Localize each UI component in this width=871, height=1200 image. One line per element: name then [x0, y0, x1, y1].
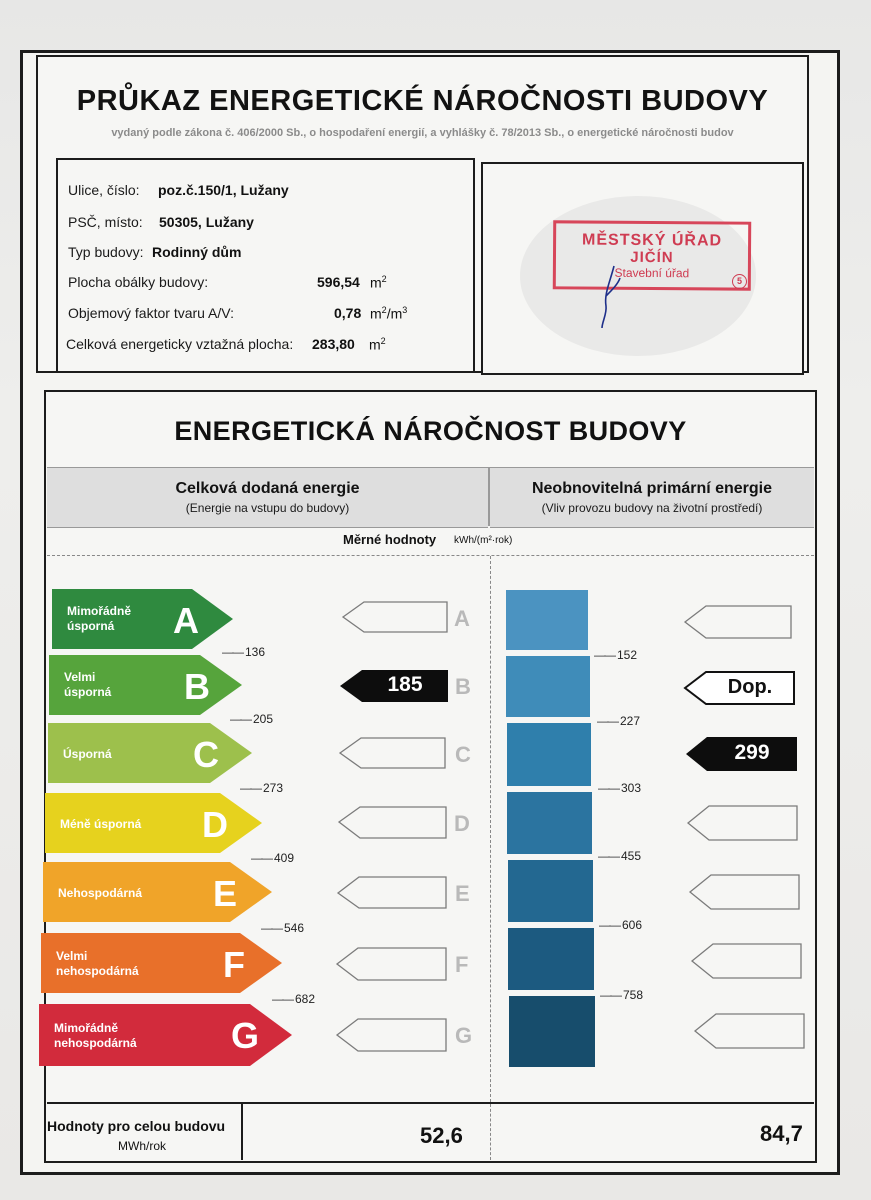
blue-bar-a [506, 590, 588, 650]
left-empty-arrow-f [337, 948, 446, 980]
left-class-letter-f: F [455, 952, 469, 977]
street-label: Ulice, číslo: [68, 182, 140, 198]
footer-divider-2 [490, 1104, 491, 1160]
stamp-line-3: Stavební úřad [614, 265, 690, 281]
band-b-letter: B [184, 666, 210, 707]
left-threshold-fg: —— 682 [272, 992, 315, 1006]
stamp-number: 5 [732, 274, 747, 289]
left-empty-arrow-e [338, 877, 446, 908]
left-threshold-de: —— 409 [251, 851, 294, 865]
zip-label: PSČ, místo: [68, 214, 143, 230]
footer-divider-1 [241, 1104, 243, 1160]
band-d-label: Méně úsporná [60, 817, 142, 831]
left-column-title: Celková dodaná energie [175, 480, 360, 497]
right-column-subtitle: (Vliv provozu budovy na životní prostředí) [541, 501, 763, 515]
band-f-label: Velmi nehospodárná [56, 949, 139, 978]
stamp-line-2: JIČÍN [630, 248, 674, 267]
band-f-letter: F [223, 944, 245, 985]
band-c-label: Úsporná [63, 747, 112, 761]
left-empty-arrow-a [343, 602, 447, 632]
street-value: poz.č.150/1, Lužany [158, 182, 289, 198]
right-threshold-ef: —— 606 [599, 918, 642, 932]
left-class-letter-c: C [455, 742, 471, 767]
band-a-label: Mimořádně úsporná [67, 604, 132, 633]
whole-building-delivered-value: 52,6 [420, 1123, 463, 1148]
right-empty-arrow-a [685, 606, 791, 638]
envelope-area-label: Plocha obálky budovy: [68, 274, 209, 290]
band-a-letter: A [173, 600, 199, 641]
band-b-label: Velmi úsporná [64, 670, 112, 699]
right-threshold-fg: —— 758 [600, 988, 643, 1002]
right-value-text: 299 [734, 741, 770, 764]
reference-area-unit: $m^2$ [369, 336, 386, 353]
right-empty-arrow-f [692, 944, 801, 978]
left-class-letter-d: D [454, 811, 470, 836]
energy-title: ENERGETICKÁ NÁROČNOST BUDOVY [174, 416, 687, 446]
band-c-letter: C [193, 734, 219, 775]
reference-area-value: 283,80 [312, 336, 355, 352]
zip-value: 50305, Lužany [159, 214, 254, 230]
blue-bar-f [508, 928, 594, 990]
right-required-text: Dop. [727, 676, 773, 698]
shape-factor-value: 0,78 [334, 305, 362, 321]
right-threshold-de: —— 455 [598, 849, 641, 863]
specific-values-unit: kWh/(m²·rok) [454, 535, 513, 546]
band-e-label: Nehospodárná [58, 886, 143, 900]
left-class-letter-g: G [455, 1023, 473, 1048]
right-threshold-bc: —— 227 [597, 714, 640, 728]
shape-factor-label: Objemový faktor tvaru A/V: [68, 305, 234, 321]
specific-values-label: Měrné hodnoty [343, 532, 437, 547]
whole-building-label: Hodnoty pro celou budovu [47, 1118, 226, 1134]
left-class-letter-e: E [455, 881, 470, 906]
left-value-text: 185 [387, 673, 423, 696]
left-threshold-cd: —— 273 [240, 781, 283, 795]
band-g-label: Mimořádně nehospodárná [54, 1021, 137, 1050]
left-threshold-ef: —— 546 [261, 921, 304, 935]
reference-area-label: Celková energeticky vztažná plocha: [66, 336, 294, 352]
band-d-letter: D [202, 804, 228, 845]
left-column-subtitle: (Energie na vstupu do budovy) [185, 501, 350, 515]
left-class-letter-a: A [454, 606, 470, 631]
envelope-area-unit: $m^2$ [370, 274, 387, 291]
shape-factor-unit: $m^2/m^3$ [370, 305, 408, 322]
left-threshold-ab: —— 136 [222, 645, 265, 659]
stamp-line-1: MĚSTSKÝ ÚŘAD [582, 231, 723, 250]
left-threshold-bc: —— 205 [230, 712, 273, 726]
right-empty-arrow-d [688, 806, 797, 840]
building-type-value: Rodinný dům [152, 244, 242, 260]
left-empty-arrow-c [340, 738, 445, 768]
right-empty-arrow-g [695, 1014, 804, 1048]
left-class-letter-b: B [455, 674, 471, 699]
whole-building-unit: MWh/rok [118, 1139, 166, 1153]
building-type-label: Typ budovy: [68, 244, 144, 260]
band-e-letter: E [213, 873, 238, 914]
page-subtitle: vydaný podle zákona č. 406/2000 Sb., o hospodaření energií, a vyhlášky č. 78/2013 Sb., o energetické náročnosti budov [111, 127, 734, 139]
blue-bar-d [507, 792, 592, 854]
blue-bar-c [507, 723, 591, 786]
whole-building-primary-value: 84,7 [760, 1121, 803, 1146]
band-g-letter: G [231, 1015, 260, 1056]
blue-bar-b [506, 656, 590, 717]
right-threshold-cd: —— 303 [598, 781, 641, 795]
left-empty-arrow-d [339, 807, 446, 838]
left-empty-arrow-g [337, 1019, 446, 1051]
right-empty-arrow-e [690, 875, 799, 909]
right-column-title: Neobnovitelná primární energie [531, 480, 773, 497]
envelope-area-value: 596,54 [317, 274, 360, 290]
page-title: PRŮKAZ ENERGETICKÉ NÁROČNOSTI BUDOVY [76, 85, 769, 117]
blue-bar-e [508, 860, 593, 922]
blue-bar-g [509, 996, 595, 1067]
right-threshold-ab: —— 152 [594, 648, 637, 662]
